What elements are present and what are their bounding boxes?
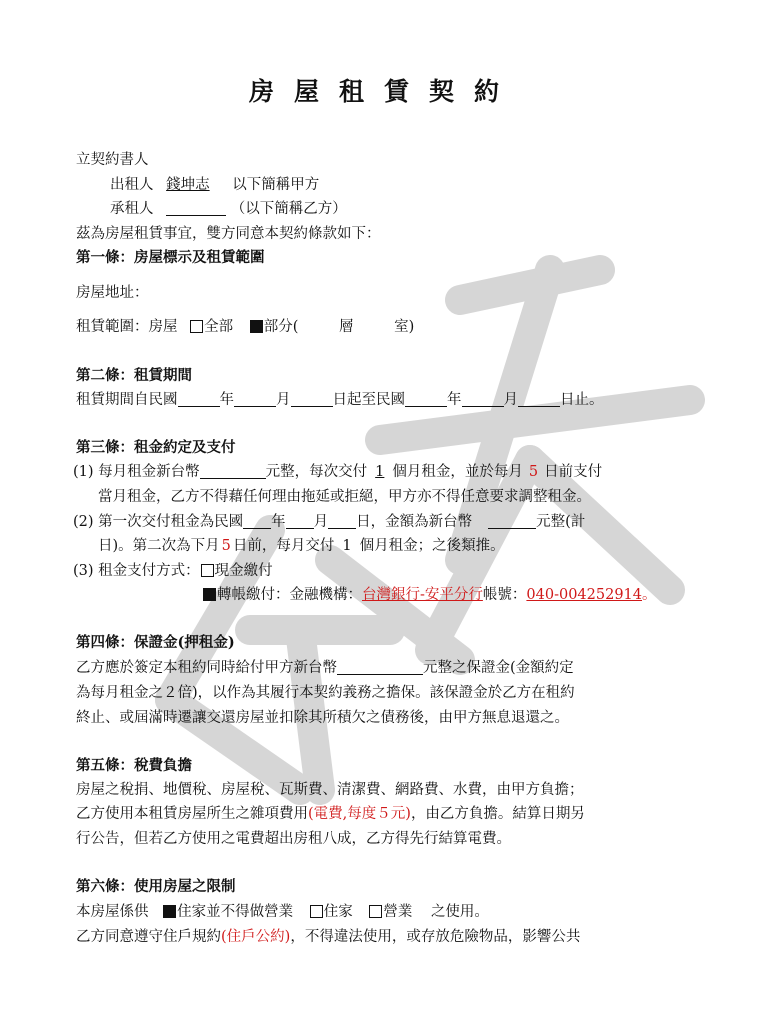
misc-fee-suffix: ，由乙方負擔。結算日期另 (410, 806, 585, 822)
start-year-blank[interactable] (178, 392, 220, 407)
transfer-line (202, 585, 657, 605)
art3-heading: 第三條：租金約定及支付 (76, 439, 236, 456)
rent-unit-label: 元整，每次交付 (265, 464, 368, 480)
art4-heading: 第四條：保證金(押租金) (76, 634, 235, 651)
first-month-blank[interactable] (286, 514, 314, 529)
art5-heading: 第五條：稅費負擔 (76, 757, 192, 774)
first-amount-suffix: 元整(計 (536, 514, 586, 530)
tax-line-1: 房屋之稅捐、地價稅、房屋稅、瓦斯費、清潔費、網路費、水費，由甲方負擔； (76, 782, 584, 798)
preamble: 茲為房屋租賃事宜，雙方同意本契約條款如下： (76, 226, 381, 242)
second-payment-label: 日)。第二次為下月 (98, 538, 220, 554)
contract-title: 房屋租賃契約 (248, 77, 519, 106)
lessee-line (110, 199, 347, 219)
second-payment-line (98, 536, 505, 556)
period-line (76, 390, 604, 410)
checkbox-transfer[interactable] (203, 588, 216, 601)
rules-name: (住戶公約) (221, 929, 291, 945)
lessor-suffix: 以下簡稱甲方 (232, 177, 320, 193)
address-label: 房屋地址： (76, 285, 149, 301)
payment-method-line (73, 561, 273, 581)
scope-label: 租賃範圍：房屋 (76, 319, 178, 335)
rules-suffix: ，不得違法使用，或存放危險物品，影響公共 (290, 929, 581, 945)
transfer-label: 轉帳繳付：金融機構： (217, 587, 362, 603)
usage-label: 本房屋係供 (76, 904, 149, 920)
lessee-suffix: （以下簡稱乙方） (230, 201, 347, 217)
opt-all-label: 全部 (204, 319, 234, 335)
period-start-label: 租賃期間自民國 (76, 392, 178, 408)
start-day-blank[interactable] (291, 392, 333, 407)
rent-amount-blank[interactable] (200, 464, 266, 479)
first-year-label: 年 (271, 514, 286, 530)
usage-suffix: 之使用。 (430, 904, 489, 920)
second-due-day: 5 (221, 538, 231, 554)
lessor-line (110, 175, 319, 195)
opt-part-label: 部分( (263, 319, 299, 335)
checkbox-all[interactable] (190, 320, 203, 333)
checkbox-part[interactable] (250, 320, 263, 333)
account-label: 帳號： (482, 587, 527, 603)
second-payment-mid: 日前，每月交付 (232, 538, 335, 554)
room-label: 室) (394, 319, 415, 335)
cash-label: 現金繳付 (214, 563, 273, 579)
start-year-label: 年 (219, 392, 234, 408)
lessor-name: 錢坤志 (166, 177, 210, 193)
account-end: 。 (642, 587, 657, 603)
end-year-label: 年 (447, 392, 462, 408)
rent-line-1 (73, 462, 602, 482)
misc-fee-label: 乙方使用本租賃房屋所生之雜項費用 (76, 806, 308, 822)
opt-residential: 住家 (323, 904, 353, 920)
end-year-blank[interactable] (405, 392, 447, 407)
rent-due-suffix: 日前支付 (544, 464, 603, 480)
rent-due-label: 個月租金，並於每月 (392, 464, 523, 480)
first-payment-label: (2) 第一次交付租金為民國 (73, 514, 244, 530)
second-months: 1 (342, 538, 352, 554)
account-number: 040-004252914 (526, 587, 643, 603)
checkbox-business[interactable] (369, 905, 382, 918)
deposit-line-3: 終止、或屆滿時遷讓交還房屋並扣除其所積欠之債務後，由甲方無息退還之。 (76, 710, 569, 726)
opt-residential-no-business: 住家並不得做營業 (177, 904, 294, 920)
first-day-blank[interactable] (328, 514, 356, 529)
rules-label: 乙方同意遵守住戶規約 (76, 929, 221, 945)
period-end-label: 日止。 (560, 392, 604, 408)
floor-label: 層 (339, 319, 354, 335)
lessee-name-blank[interactable] (166, 201, 226, 216)
deposit-label: 乙方應於簽定本租約同時給付甲方新台幣 (76, 660, 337, 676)
scope-line (76, 317, 414, 337)
checkbox-cash[interactable] (201, 564, 214, 577)
usage-line-2 (76, 927, 580, 947)
months-per-payment: 1 (375, 464, 385, 480)
deposit-line-2: 為每月租金之２倍)，以作為其履行本契約義務之擔保。該保證金於乙方在租約 (76, 685, 575, 701)
end-day-blank[interactable] (518, 392, 560, 407)
first-amount-blank[interactable] (488, 514, 536, 529)
art2-heading: 第二條：租賃期間 (76, 367, 192, 384)
rent-amount-label: (1) 每月租金新台幣 (73, 464, 200, 480)
parties-intro: 立契約書人 (76, 152, 149, 168)
end-month-label: 月 (503, 392, 518, 408)
due-day: 5 (528, 464, 539, 480)
deposit-line-1 (76, 658, 574, 678)
first-month-label: 月 (313, 514, 329, 530)
first-payment-line (73, 512, 585, 532)
deposit-amount-blank[interactable] (337, 660, 423, 675)
period-mid-label: 日起至民國 (332, 392, 405, 408)
start-month-label: 月 (276, 392, 291, 408)
art1-heading: 第一條：房屋標示及租賃範圍 (76, 249, 265, 266)
lessee-label: 承租人 (110, 201, 154, 217)
rent-line-2: 當月租金，乙方不得藉任何理由拖延或拒絕，甲方亦不得任意要求調整租金。 (98, 489, 591, 505)
tax-line-2 (76, 804, 585, 824)
usage-line-1 (76, 902, 489, 922)
first-year-blank[interactable] (243, 514, 271, 529)
second-payment-end: 個月租金；之後類推。 (359, 538, 505, 554)
opt-business: 營業 (383, 904, 413, 920)
payment-method-label: (3) 租金支付方式： (73, 563, 200, 579)
start-month-blank[interactable] (234, 392, 276, 407)
checkbox-residential-no-business[interactable] (163, 905, 176, 918)
lessor-label: 出租人 (110, 177, 154, 193)
checkbox-residential[interactable] (310, 905, 323, 918)
deposit-suffix: 元整之保證金(金額約定 (423, 660, 574, 676)
bank-name: 台灣銀行-安平分行 (362, 587, 483, 603)
first-amount-label: 日，金額為新台幣 (356, 514, 473, 530)
tax-line-3: 行公告，但若乙方使用之電費超出房租八成，乙方得先行結算電費。 (76, 831, 511, 847)
electricity-rate: (電費,每度５元) (308, 806, 411, 822)
end-month-blank[interactable] (462, 392, 504, 407)
art6-heading: 第六條：使用房屋之限制 (76, 878, 236, 895)
